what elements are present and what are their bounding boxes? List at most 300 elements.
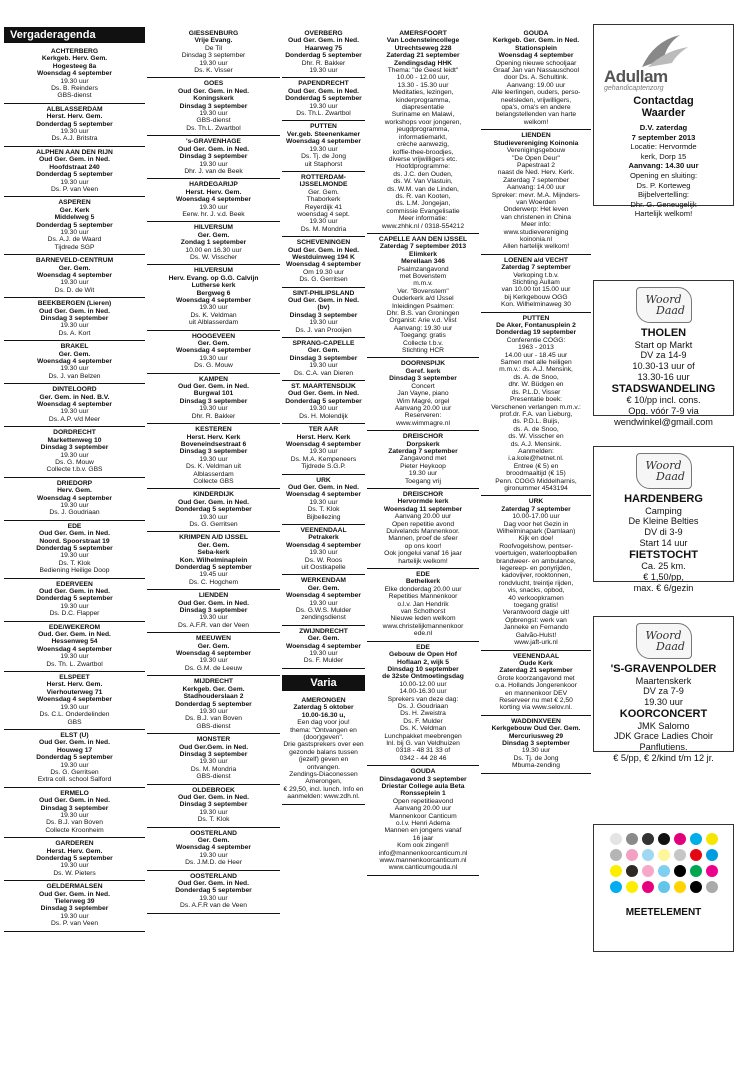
listing-detail: Duivelands Mannenkoor. [386, 528, 460, 535]
listing-congregation: De Aker, Fontanusplein 2 [496, 322, 576, 330]
listing-congregation: Zondag 1 september [180, 239, 247, 247]
listing-detail: Aanvang 20.00 uur [394, 404, 452, 412]
listing-detail: 19.30 uur [309, 549, 338, 557]
listing-detail: prof.dr. F.A. van Lieburg, [499, 410, 573, 418]
listing-detail: Inl. bij G. van Veldhuizen [386, 739, 460, 747]
listing-detail: Verantwoord dagje uit! [502, 609, 570, 617]
listing-item [4, 255, 145, 298]
listing-detail: GBS-dienst [196, 722, 231, 730]
listing-location: ALPHEN AAN DEN RIJN [36, 148, 113, 156]
listing-congregation: Woensdag 4 september [176, 347, 251, 355]
listing-congregation: Kerkgeb. Herv. Gem. [41, 55, 108, 63]
listing-congregation: Oud Ger. Gem. in Ned. [39, 307, 110, 315]
listing-detail: Ds. A.P. v/d Meer [48, 415, 101, 423]
ad-line: FIETSTOCHT [629, 548, 698, 561]
listing-congregation: Herst. Herv. Gem. [46, 681, 103, 689]
listing-location: URK [528, 498, 544, 506]
listing-detail: hartelijk welkom! [398, 557, 448, 565]
listing-detail: 19.30 uur [199, 304, 228, 312]
listing-detail: van christenen in China [501, 213, 571, 221]
listing-detail: info@mannenkoorcanticum.nl [378, 849, 468, 857]
listing-location: DOORNSPIJK [400, 360, 446, 368]
listing-location: KAMPEN [199, 375, 228, 383]
listing-detail: Ds. H. Molendijk [299, 412, 348, 420]
listing-detail: Ds. A. Kort [58, 329, 91, 337]
listing-detail: ds. R. van Kooten, [395, 192, 451, 200]
listing-congregation: Woensdag 4 september [37, 696, 112, 704]
listing-detail: Extra coll. school Salford [37, 776, 112, 784]
listing-detail: 19.30 uur [309, 319, 338, 327]
listing-item [481, 313, 591, 497]
ad-line: € 5/pp, € 2/kind t/m 12 jr. [613, 752, 714, 763]
listing-detail: welkom! [523, 118, 549, 126]
listing-congregation: Koningskerk [193, 95, 234, 103]
listing-detail: en mannenkoor DEV [504, 689, 568, 697]
listing-detail: 19.30 uur [60, 279, 89, 287]
listing-congregation: Vierhouterweg 71 [46, 688, 103, 696]
listing-detail: gezonde balans tussen [289, 748, 358, 756]
column-5 [481, 28, 591, 774]
listing-detail: 19.30 uur [199, 851, 228, 859]
listing-detail: vis, snacks, opbod, [507, 587, 565, 595]
listing-detail: Aanvang: 19.00 uur [506, 81, 566, 89]
listing-congregation: Woensdag 4 september [37, 271, 112, 279]
listing-congregation: Woensdag 4 september [498, 52, 574, 60]
listing-detail: Ds. C. Hogchem [188, 578, 239, 586]
listing-detail: thema: "Ontvangen en [290, 726, 357, 734]
color-swatch [610, 865, 622, 877]
ad-line: 7 september 2013 [631, 132, 696, 142]
listing-detail: diverse vrijwilligers etc. [388, 155, 458, 163]
listing-congregation: Herst. Herv. Gem. [46, 113, 103, 121]
listing-detail: Grote koorzangavond met [497, 674, 575, 682]
listing-detail: Dhr. B.S. van Groningen [386, 310, 460, 318]
listing-congregation: Mercuriusweg 29 [508, 732, 564, 740]
listing-detail: Ds. G.W.S. Mulder [295, 607, 352, 615]
listing-location: GIESSENBURG [188, 30, 239, 37]
listing-congregation: Donderdag 5 september [285, 397, 362, 405]
listing-congregation: Herst. Herv. Kerk [186, 433, 241, 441]
woorddaad-gravenpolder-ad [593, 616, 734, 763]
listing-congregation: Oud Ger. Gem. in Ned. [39, 156, 110, 164]
woord-en-daad-logo: Woord Daad [636, 453, 692, 489]
listing-item [147, 136, 280, 179]
ad-line: Panflutiens. [639, 742, 688, 753]
listing-detail: crèche aanwezig, [396, 141, 450, 149]
listing-detail: Presentatie boek: [509, 396, 563, 404]
listing-detail: ds. A. de Snoo, [513, 373, 559, 381]
listing-detail: Conferentie COGG: [506, 336, 566, 344]
listing-congregation: Ger. Kerk [59, 206, 90, 214]
listing-detail: 19.30 uur [309, 599, 338, 607]
listing-detail: Ouderkerk a/d IJssel [392, 295, 454, 303]
listing-detail: 13.30 - 15.30 uur [397, 81, 449, 89]
listing-congregation: Ger. Gem. [197, 541, 230, 549]
listing-congregation: Zaterdag 7 september [501, 505, 571, 513]
listing-detail: Ds. C.L. Onderdelinden [39, 711, 110, 719]
listing-detail: 19.30 uur [309, 405, 338, 413]
listing-item [282, 121, 365, 171]
listing-location: ASPEREN [58, 199, 91, 207]
woorddaad-hardenberg-ad [593, 446, 734, 593]
column-1 [4, 27, 145, 932]
listing-congregation: Westduinweg 194 K [292, 253, 355, 261]
listing-location: GOES [203, 80, 224, 88]
listing-item [4, 147, 145, 197]
listing-detail: 14.00 uur - 18.45 uur [504, 351, 568, 359]
ad-line: JMK Salomo [637, 720, 690, 731]
listing-detail: Meditaties, lezingen, [392, 89, 454, 97]
ad-line: De Kleine Belties [628, 516, 699, 527]
color-swatch [706, 881, 718, 893]
listing-congregation: Oud Ger. Gem. in Ned. [178, 383, 249, 391]
listing-item [4, 104, 145, 147]
listing-congregation: Oud Ger. Gem. in Ned. (bv) [288, 297, 359, 312]
listing-detail: 19.30 uur [199, 160, 228, 168]
listing-congregation: Lutherse kerk [191, 282, 236, 290]
listing-detail: 0318 - 48 31 33 of [395, 747, 451, 755]
listing-congregation: Middelweg 5 [54, 214, 95, 222]
listing-congregation: Ger. Gem. [197, 837, 230, 844]
color-swatch [626, 849, 638, 861]
listing-item [367, 569, 479, 642]
listing-detail: 19.30 uur [309, 498, 338, 506]
listing-congregation: Hogesteeg 8a [52, 62, 97, 70]
listing-detail: Bediening Heilige Doop [39, 567, 110, 575]
listing-detail: 19.30 uur [60, 912, 89, 920]
color-swatch [626, 881, 638, 893]
listing-detail: 10.00-12.00 uur [399, 680, 447, 688]
listing-congregation: Woensdag 4 september [286, 491, 361, 499]
listing-congregation: Geref. kerk [405, 367, 441, 375]
listing-detail: Ds. F. Mulder [403, 717, 443, 725]
listing-detail: ds. W.M. van de Linden, [387, 185, 459, 193]
listing-detail: Ds. Tj. de Jong [301, 153, 346, 161]
listing-item [147, 785, 280, 828]
listing-detail: 19.30 uur [199, 203, 228, 211]
listing-detail: Dhr. J. van de Beek [184, 167, 243, 175]
listing-congregation: Donderdag 19 september [495, 329, 577, 337]
listing-congregation: Oud Ger. Gem. in Ned. [39, 890, 110, 898]
listing-congregation: Oud Ger. Gem. in Ned. [178, 87, 249, 95]
listing-congregation: Donderdag 5 september [175, 887, 252, 895]
listing-congregation: Oud Ger. Gem. in Ned. [39, 739, 110, 747]
listing-detail: Dag voor het Gezin in [503, 520, 569, 528]
listing-item [367, 766, 479, 876]
gravenpolder-details [594, 663, 733, 764]
color-swatch [610, 849, 622, 861]
listing-item [4, 46, 145, 104]
listing-detail: rondvlucht, treintje rijden, [498, 579, 574, 587]
advertisement-column [593, 24, 734, 956]
adullam-title-2: Waarder [641, 107, 686, 119]
listing-detail: Zangavond met [399, 455, 447, 463]
ad-line: THOLEN [640, 327, 687, 339]
listing-detail: Aanvang 20.00 uur [394, 805, 452, 813]
listing-congregation: Dinsdag 3 september [179, 102, 248, 110]
listing-detail: Ds. T. Klok [197, 816, 230, 824]
listing-location: EDERVEEN [56, 580, 93, 588]
listing-detail: Collecte t.b.v. [402, 339, 444, 347]
listing-location: HILVERSUM [194, 224, 233, 232]
listing-location: KINDERDIJK [193, 491, 234, 499]
listing-location: GARDEREN [55, 840, 94, 848]
listing-detail: www.studievereniging [503, 228, 569, 236]
listing-location: OOSTERLAND [190, 872, 237, 880]
listing-detail: Papestraat 2 [517, 161, 555, 169]
listing-detail: commissie Evangelisatie [386, 207, 460, 215]
listing-congregation: Hoofdstraat 240 [49, 163, 100, 171]
listing-congregation: IJSSELMONDE [299, 181, 348, 189]
listing-congregation: Woensdag 4 september [37, 645, 112, 653]
listing-detail: ede.nl [413, 630, 433, 638]
listing-detail: ds. W. Visscher en [508, 433, 564, 441]
ad-line: kerk, Dorp 15 [640, 151, 687, 161]
listing-congregation: Houweg 17 [56, 746, 93, 754]
listing-item [147, 734, 280, 784]
listing-item [367, 642, 479, 767]
listing-congregation: Tielerweg 39 [54, 898, 95, 906]
listing-detail: Mannenkoor Canticum [389, 812, 457, 820]
listing-detail: Ds. B.J. van Boven [185, 715, 242, 723]
listing-detail: Eerw. hr. J. v.d. Beek [182, 210, 245, 218]
listing-detail: Janneke en Fernando [503, 624, 569, 632]
listing-location: SCHEVENINGEN [296, 239, 351, 247]
listing-detail: (jezelf) geven en ontvangen. [298, 756, 349, 771]
listing-location: WADDINXVEEN [511, 717, 561, 725]
ad-line: 19.30 uur [644, 697, 683, 708]
listing-detail: € 29,50, incl. lunch. Info en [283, 785, 364, 793]
listing-detail: Lunchpakket meebrengen [384, 732, 462, 740]
listing-detail: Collecte Kroonheim [45, 826, 104, 834]
listing-congregation: Woensdag 4 september [176, 297, 251, 304]
listing-location: VEENENDAAL [300, 526, 347, 534]
listing-location: PUTTEN [310, 123, 337, 131]
listing-detail: Ook jongelui vanaf 16 jaar [384, 550, 462, 558]
color-swatch [674, 865, 686, 877]
listing-detail: Verschenen verlangen m.m.v.: [491, 403, 581, 411]
woord-en-daad-logo: Woord Daad [636, 287, 692, 323]
listing-detail: 19.30 uur [60, 408, 89, 416]
listing-location: BRAKEL [60, 343, 89, 351]
listing-detail: Reserveren: [404, 412, 442, 420]
listing-location: HARDEGARIJP [189, 181, 238, 189]
listing-list [4, 46, 145, 932]
ad-line: Camping [645, 505, 682, 516]
listing-location: SINT-PHILIPSLAND [292, 289, 355, 297]
listing-location: DRIEDORP [56, 479, 93, 487]
listing-location: ST. MAARTENSDIJK [291, 383, 356, 391]
color-swatch [706, 865, 718, 877]
listing-item [481, 255, 591, 313]
listing-detail: van Woerden [516, 198, 556, 206]
ad-line: Maartenskerk [635, 675, 692, 686]
listing-detail: ds. A. de Snoo, [513, 425, 559, 433]
listing-detail: Ds. A.J. de Waard [47, 236, 102, 244]
listing-detail: 10.00 en 16.30 uur [185, 246, 242, 254]
listing-congregation: Oud. Ger. Gem. in Ned. [38, 631, 111, 639]
listing-detail: informatiemarkt, [399, 133, 447, 141]
listing-detail: van Schothorst [400, 608, 446, 616]
listing-detail: ds. J.C. den Ouden, [393, 170, 453, 178]
listing-item [4, 197, 145, 255]
listing-congregation: Dinsdag 3 september [40, 444, 109, 452]
listing-location: ZWIJNDRECHT [299, 627, 348, 635]
listing-detail: Ds. W. Visscher [189, 253, 238, 261]
listing-detail: Thema: "de Geest leidt" [387, 67, 459, 75]
listing-detail: 10.00 - 12.00 uur, [396, 74, 450, 82]
listing-congregation: Ger. Gem. [307, 584, 340, 592]
section-header-vergaderagenda: Vergaderagenda [4, 27, 145, 43]
listing-congregation: Stadhouderslaan 2 [183, 693, 244, 701]
listing-detail: GBS-dienst [196, 773, 231, 781]
listing-detail: Ds. D. de Wit [54, 286, 95, 294]
color-swatch [642, 849, 654, 861]
listing-detail: 1963 - 2013 [518, 344, 554, 352]
listing-congregation: Oud Ger. Gem. in Ned. [288, 390, 359, 398]
listing-item [147, 424, 280, 489]
listing-detail: 19.30 uur [408, 470, 438, 478]
listing-item [4, 478, 145, 521]
listing-detail: koinonia.nl [520, 235, 552, 243]
listing-location: KESTEREN [195, 426, 232, 434]
listing-congregation: Herst. Herv. Gem. [46, 847, 103, 855]
color-swatch [674, 881, 686, 893]
listing-detail: gironummer 4543194 [504, 484, 568, 492]
listing-location: 's-GRAVENHAGE [186, 138, 241, 146]
listing-detail: Dinsdag 3 september [181, 52, 246, 60]
listing-item [282, 695, 365, 805]
listing-detail: (door)geven". [303, 733, 344, 741]
tholen-details [594, 327, 733, 428]
listing-detail: Ds. A.F.R van de Veen [180, 902, 247, 910]
listing-detail: uit Alblasserdam [188, 319, 239, 327]
listing-detail: 19.30 uur [309, 362, 338, 370]
listing-congregation: Ger. Gem. [197, 642, 230, 650]
listing-congregation: Hoflaan 2, wijk 5 [396, 658, 450, 666]
listing-item [4, 521, 145, 579]
listing-detail: Suriname en Malawi, [391, 111, 455, 119]
column-2 [147, 28, 280, 914]
listing-detail: Ds. G. Gerritsen [299, 276, 348, 284]
adullam-tagline: gehandicaptenzorg [604, 85, 664, 92]
listing-congregation: Dinsdag 10 september [387, 665, 459, 673]
listing-location: ROTTERDAM- [301, 173, 346, 181]
listing-detail: Om 19.30 uur [303, 268, 344, 276]
listing-detail: Stichting Aullam [512, 279, 560, 286]
listing-detail: koffie-thee-broodjes, [392, 148, 454, 156]
listing-detail: Dhr. R. Bakker [191, 412, 236, 420]
listing-item [147, 590, 280, 633]
listing-detail: Opening nieuwe schooljaar [495, 59, 577, 67]
listing-detail: Ds. B. Reinders [51, 85, 98, 93]
listing-congregation: Woensdag 4 september [176, 650, 251, 658]
listing-location: EDE/WEKEROM [48, 623, 101, 631]
listing-congregation: Kerkgebouw Oud Ger. Gem. [491, 725, 581, 733]
listing-location: SPRANG-CAPELLE [292, 340, 355, 348]
listing-detail: Organist: Arie v.d. Vlist [389, 317, 457, 325]
listing-location: MEEUWEN [196, 635, 231, 643]
listing-detail: 16 jaar [412, 834, 434, 842]
listing-location: GOUDA [410, 768, 436, 776]
listing-item [367, 489, 479, 569]
adullam-title-1: Contactdag [633, 95, 694, 107]
listing-location: GOUDA [523, 30, 549, 37]
listing-congregation: Oud Ger. Gem. in Ned. [288, 37, 359, 45]
listing-detail: op ons koor! [404, 542, 442, 550]
color-swatch [658, 849, 670, 861]
color-swatch [626, 833, 638, 845]
listing-detail: 19.30 uur [199, 110, 228, 118]
listing-item [147, 265, 280, 330]
listing-congregation: Ger. Gem. [197, 340, 230, 348]
listing-detail: Ds. K. Veldman uit [185, 463, 241, 471]
listing-congregation: Oude Kerk [519, 659, 553, 667]
listing-detail: Wim Magré, orgel [396, 397, 450, 405]
listing-detail: 19.30 uur [60, 653, 89, 661]
listing-detail: Pieter Heykoop [400, 462, 446, 470]
listing-location: GELDERMALSEN [46, 883, 103, 891]
listing-detail: dhr. W. Büdgen en [508, 381, 564, 389]
listing-congregation: Ger. Gem. [58, 350, 91, 358]
listing-congregation: Oud Ger. Gem. in Ned. [288, 246, 359, 254]
ad-line: Opening en sluiting: [629, 170, 698, 180]
listing-list [282, 695, 365, 805]
listing-item [147, 28, 280, 78]
listing-detail: Ds. P. van Veen [50, 920, 99, 928]
color-swatch [658, 865, 670, 877]
listing-detail: m.m.v.: ds. A.J. Mensink, [499, 366, 573, 374]
listing-item [282, 338, 365, 381]
listing-item [147, 633, 280, 676]
listing-detail: Amerongen, [305, 778, 342, 786]
woorddaad-tholen-ad [593, 280, 734, 427]
adullam-logo [594, 25, 733, 95]
listing-detail: Roofvogelshow, pentser- [499, 542, 573, 550]
listing-detail: Ger. Gem. [308, 188, 339, 196]
listing-congregation: Markettenweg 10 [47, 436, 102, 444]
listing-detail: Ds. Th.L. Zwartbol [296, 110, 351, 118]
listing-detail: belangstellenden van harte [495, 111, 577, 119]
listing-congregation: Bethelkerk [405, 578, 441, 586]
listing-detail: Wilhelminapark (Damlaan) [496, 528, 576, 535]
listing-item [4, 341, 145, 384]
woord-en-daad-logo: Woord Daad [636, 623, 692, 659]
listing-congregation: Zendingsdag HHK [394, 59, 452, 67]
listing-congregation: Donderdag 5 september [36, 595, 113, 603]
listing-detail: Stichting HCR [402, 347, 444, 355]
listing-congregation: Woensdag 4 september [37, 358, 112, 366]
listing-detail: Meer info: [521, 221, 551, 229]
listing-detail: Aanvang: 14.00 uur [506, 184, 566, 192]
listing-congregation: Dinsdag 3 september [40, 905, 109, 913]
listing-location: PUTTEN [522, 314, 550, 322]
listing-detail: Ver. "Bovenstem" [397, 287, 449, 295]
listing-detail: De Til [204, 44, 223, 52]
listing-detail: Hoofdprogramme: [396, 163, 450, 171]
listing-item [481, 651, 591, 716]
listing-congregation: Oud Ger. Gem. in Ned. [178, 145, 249, 153]
listing-congregation: Petrakerk [308, 534, 339, 542]
listing-detail: Collecte t.b.v. GBS [46, 466, 103, 474]
color-swatch [690, 865, 702, 877]
listing-item [282, 381, 365, 424]
listing-detail: Ds. J. Goudriaan [49, 509, 100, 517]
listing-congregation: Oud Ger. Gem. in Ned. [178, 793, 249, 801]
listing-location: LOENEN a/d VECHT [504, 256, 568, 264]
listing-congregation: Bergweg 6 [196, 289, 231, 297]
color-swatch [674, 849, 686, 861]
